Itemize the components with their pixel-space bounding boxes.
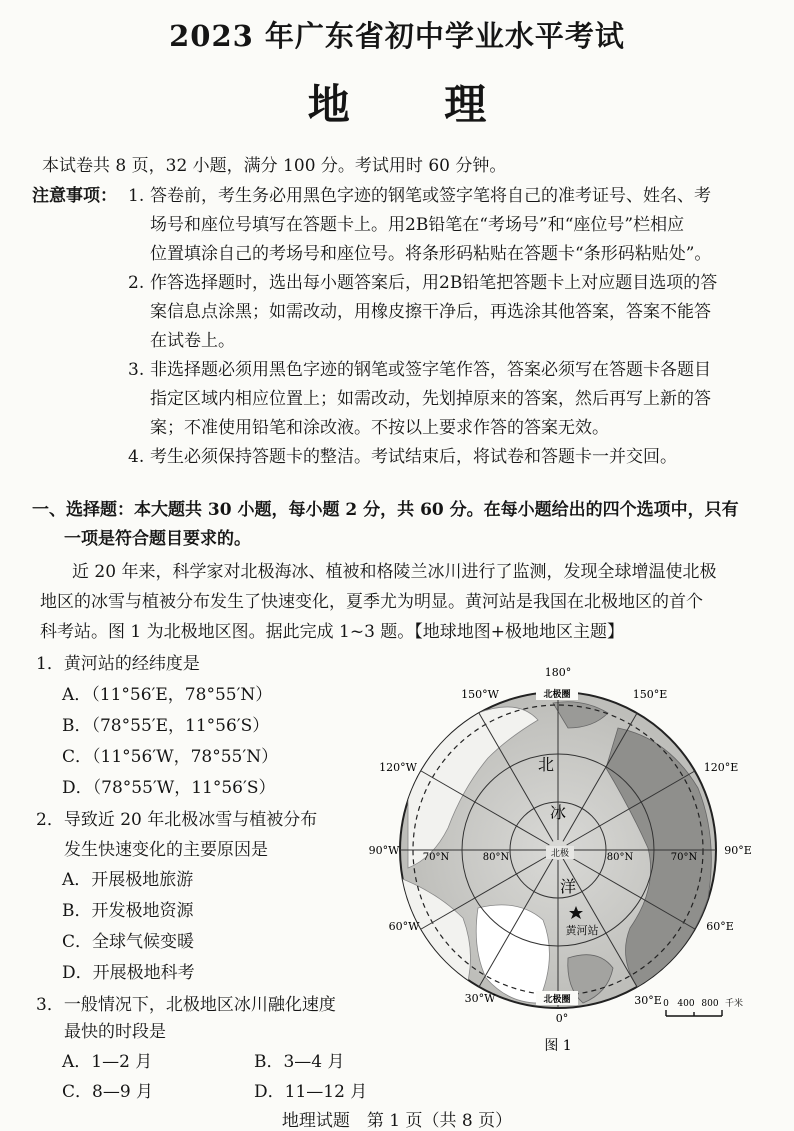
lon-label: 150°W [461,688,499,701]
arctic-map-figure [368,658,758,1058]
question-stem: 2．导致近 20 年北极冰雪与植被分布 [36,810,318,830]
lon-label: 120°E [703,761,739,774]
lon-label: 180° [544,666,572,679]
lon-label: 30°W [464,992,496,1005]
intro-text: 本试卷共 8 页，32 小题，满分 100 分。考试用时 60 分钟。 [42,156,507,176]
option-a: A．1—2 月 [62,1052,153,1072]
option-d: D．11—12 月 [254,1082,368,1102]
note-line: 在试卷上。 [150,331,235,351]
notes-label: 注意事项： [32,186,117,206]
section-heading: 一、选择题：本大题共 30 小题，每小题 2 分，共 60 分。在每小题给出的四个选项中，只有 [32,500,739,520]
passage-line: 地区的冰雪与植被分布发生了快速变化，夏季尤为明显。黄河站是我国在北极地区的首个 [40,592,703,612]
scale-label: 400 [677,999,695,1009]
lon-label: 120°W [379,761,417,774]
option-d: D．开展极地科考 [62,963,195,983]
lon-label: 60°W [388,920,420,933]
station-label: 黄河站 [565,924,599,937]
note-line: 非选择题必须用黑色字迹的钢笔或签字笔作答，答案必须写在答题卡各题目 [150,360,711,380]
note-line: 案信息点涂黑；如需改动，用橡皮擦干净后，再选涂其他答案，答案不能答 [150,302,711,322]
note-line: 考生必须保持答题卡的整洁。考试结束后，将试卷和答题卡一并交回。 [150,447,677,467]
option-c: C．（11°56′W，78°55′N） [62,747,279,767]
passage-line: 近 20 年来，科学家对北极海冰、植被和格陵兰冰川进行了监测，发现全球增温使北极 [72,562,717,582]
lon-label: 90°W [368,844,400,857]
option-d: D．（78°55′W，11°56′S） [62,778,276,798]
lon-label: 30°E [634,994,662,1007]
option-b: B．（78°55′E，11°56′S） [62,716,270,736]
lon-label: 90°E [724,844,752,857]
question-stem: 最快的时段是 [64,1022,166,1042]
lat-label: 80°N [606,852,634,863]
scale-label: 800 [701,999,719,1009]
option-c: C．全球气候变暖 [62,932,195,952]
pole-label: 北极 [550,849,570,859]
exam-title: 2023 年广东省初中学业水平考试 [169,19,625,53]
lat-label: 70°N [422,852,450,863]
lon-label: 150°E [632,688,668,701]
question-stem: 发生快速变化的主要原因是 [64,840,268,860]
subject-title: 地 理 [307,80,527,129]
scale-label: 千米 [724,999,744,1009]
option-a: A．开展极地旅游 [62,870,194,890]
option-b: B．3—4 月 [254,1052,345,1072]
lon-label: 60°E [706,920,734,933]
option-c: C．8—9 月 [62,1082,154,1102]
question-stem: 3．一般情况下，北极地区冰川融化速度 [36,995,336,1015]
arctic-circle-label: 北极圈 [543,690,571,700]
lat-label: 70°N [670,852,698,863]
note-line: 场号和座位号填写在答题卡上。用2B铅笔在“考场号”和“座位号”栏相应 [150,215,685,235]
note-line: 作答选择题时，选出每小题答案后，用2B铅笔把答题卡上对应题目选项的答 [150,273,718,293]
arctic-circle-label: 北极圈 [543,995,571,1005]
lon-label: 0° [555,1012,569,1025]
note-number: 4. [128,447,145,467]
ocean-label: 冰 [549,803,567,822]
ocean-label: 北 [537,755,555,774]
section-heading: 一项是符合题目要求的。 [64,529,251,549]
passage-line: 科考站。图 1 为北极地区图。据此完成 1~3 题。【地球地图+极地地区主题】 [40,622,625,642]
scale-bar [666,1010,722,1016]
note-line: 指定区域内相应位置上；如需改动，先划掉原来的答案，然后再写上新的答 [150,389,711,409]
page-footer: 地理试题 第 1 页（共 8 页） [281,1111,513,1131]
scale-label: 0 [663,999,669,1009]
arctic-map [368,658,758,1058]
note-line: 案；不准使用铅笔和涂改液。不按以上要求作答的答案无效。 [150,418,609,438]
note-line: 答卷前，考生务必用黑色字迹的钢笔或签字笔将自己的准考证号、姓名、考 [150,186,711,206]
lat-label: 80°N [482,852,510,863]
question-stem: 1．黄河站的经纬度是 [36,654,200,674]
option-a: A．（11°56′E，78°55′N） [62,685,273,705]
note-line: 位置填涂自己的考场号和座位号。将条形码粘贴在答题卡“条形码粘贴处”。 [150,244,712,264]
note-number: 2. [128,273,145,293]
option-b: B．开发极地资源 [62,901,194,921]
figure-caption: 图 1 [544,1038,572,1054]
note-number: 1. [128,186,145,206]
ocean-label: 洋 [559,877,577,896]
note-number: 3. [128,360,145,380]
